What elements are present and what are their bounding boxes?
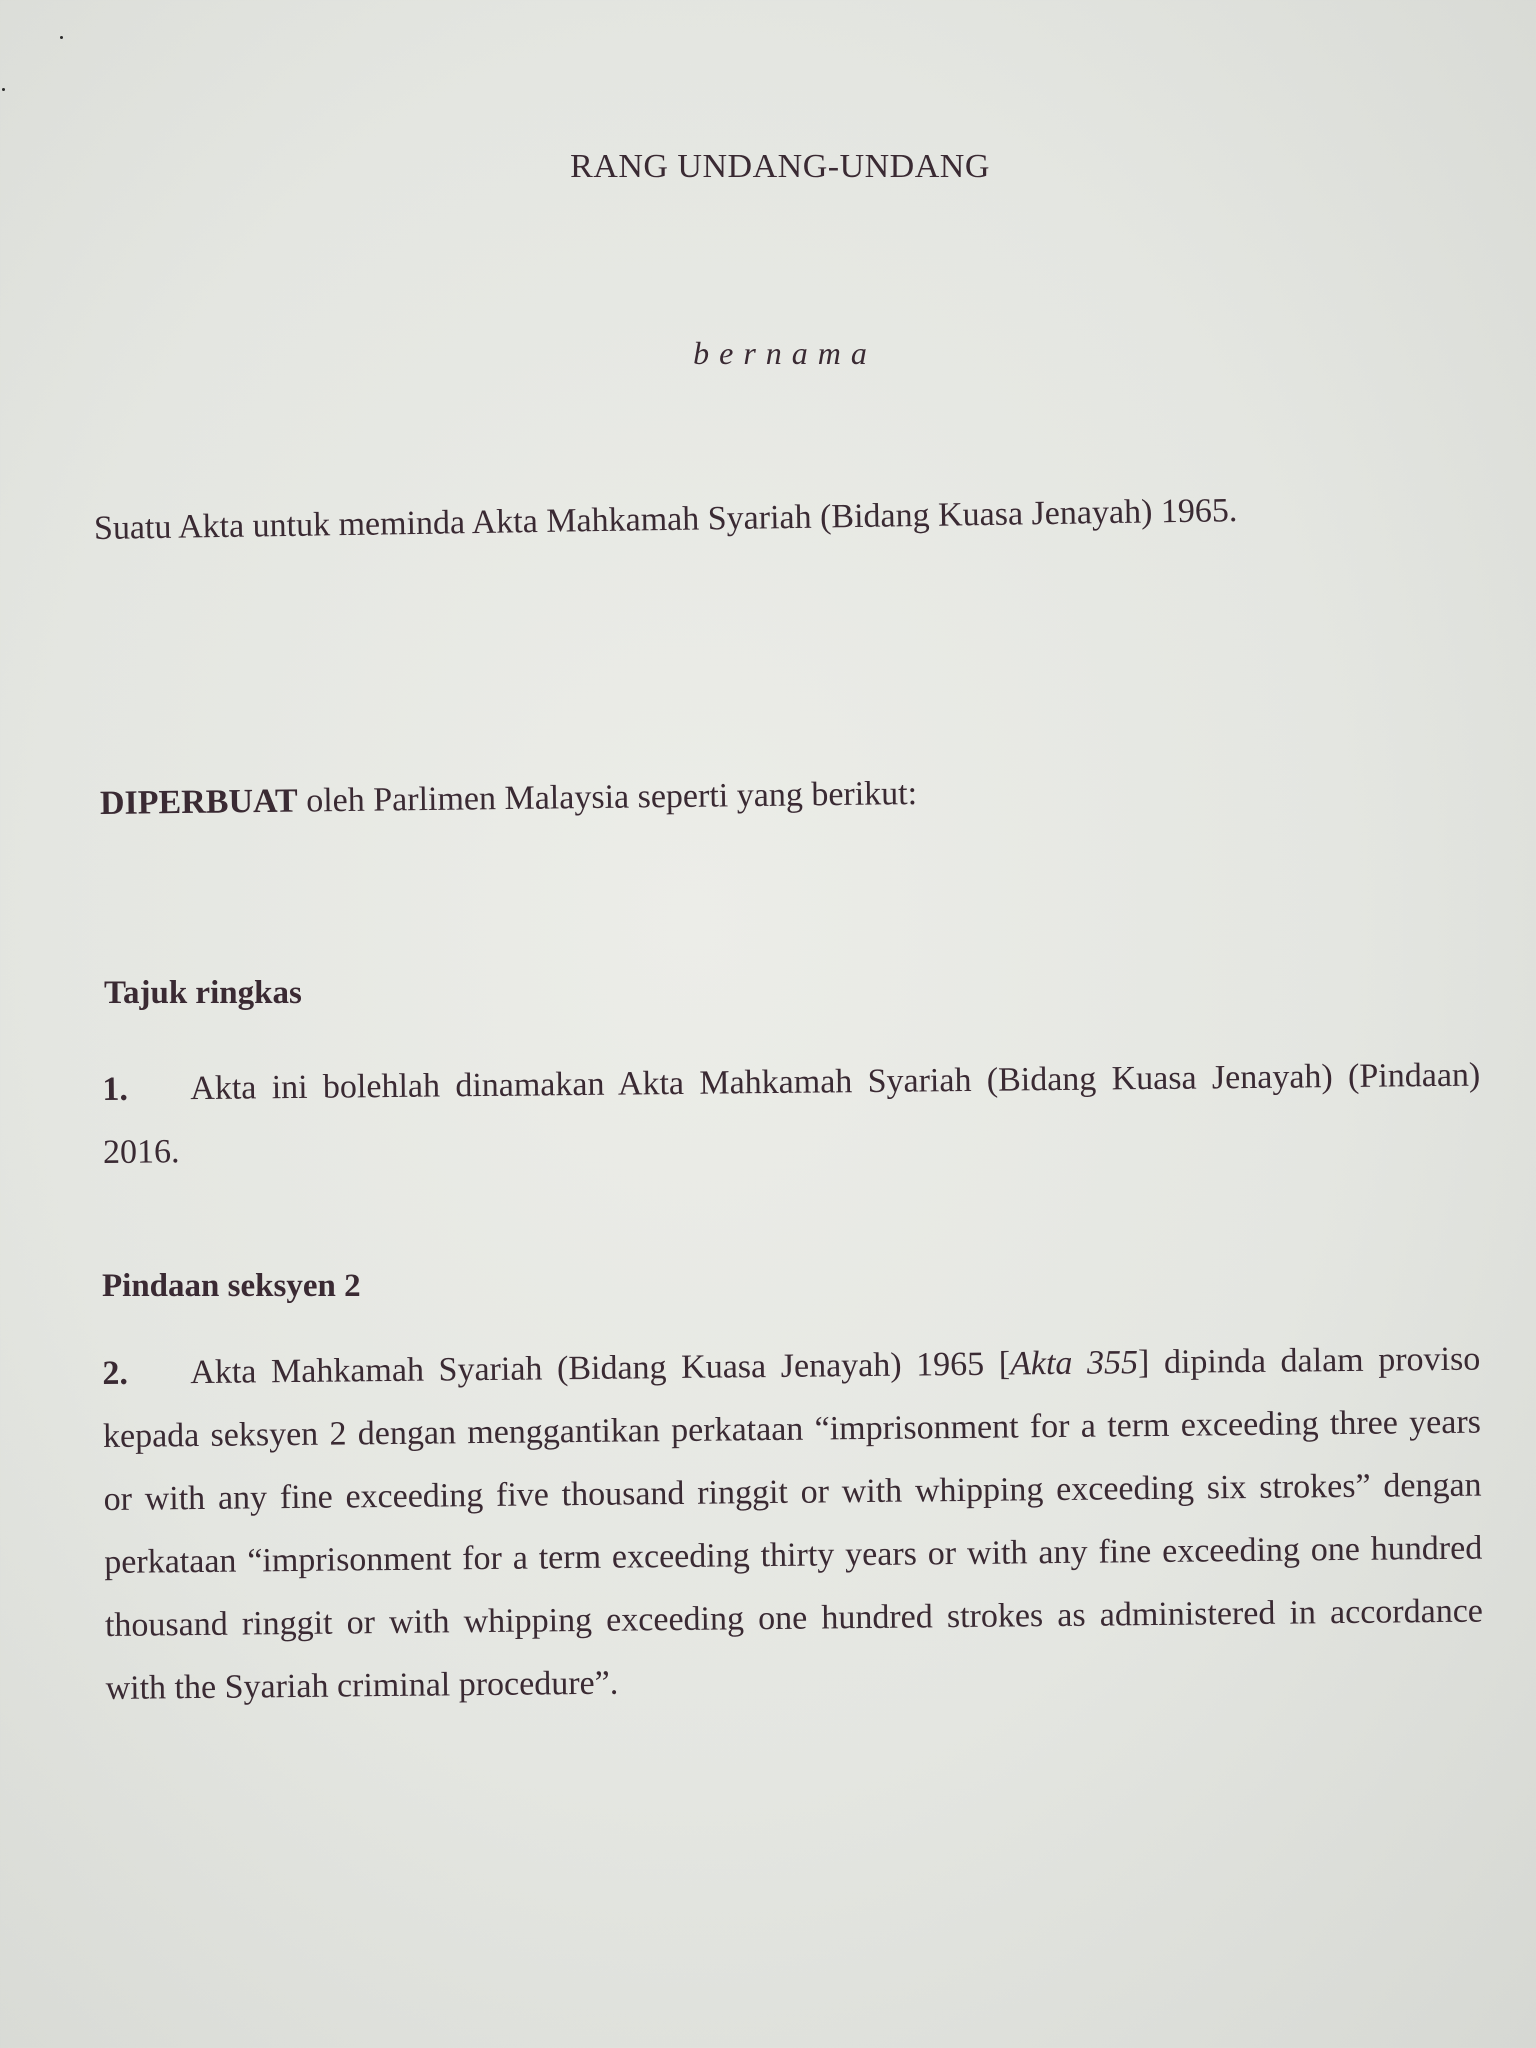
section-2-heading: Pindaan seksyen 2: [102, 1268, 361, 1304]
section-1-paragraph: [102, 1044, 1481, 1184]
section-1-number: 1.: [102, 1070, 129, 1108]
section-2-number: 2.: [102, 1354, 129, 1392]
paper-speck: [60, 36, 63, 39]
section-1-heading: Tajuk ringkas: [104, 975, 302, 1011]
enacting-keyword: DIPERBUAT: [99, 782, 298, 822]
section-2-text-after: ] dipinda dalam proviso kepada seksyen 2 dengan menggantikan perkataan “imprisonment for a term exceeding three years or with any fine exceeding five thousand ringgit or with whipping exceeding six strokes” dengan perkataan “imprisonment for a term exceeding thirty years or with any fine exceeding one hundred thousand ringgit or with whipping exceeding one hundred strokes as administered in accordance with the Syariah criminal procedure”.: [102, 1340, 1484, 1707]
section-2-text-before: Akta Mahkamah Syariah (Bidang Kuasa Jenayah) 1965 [: [190, 1345, 1011, 1392]
bill-preamble: Suatu Akta untuk meminda Akta Mahkamah Syariah (Bidang Kuasa Jenayah) 1965.: [93, 492, 1238, 547]
enacting-clause: [100, 775, 918, 823]
section-2-paragraph: [102, 1328, 1484, 1720]
section-1-text: Akta ini bolehlah dinamakan Akta Mahkamah Syariah (Bidang Kuasa Jenayah) (Pindaan) 2016.: [102, 1056, 1481, 1171]
paper-speck: [2, 88, 5, 91]
bill-title: RANG UNDANG-UNDANG: [570, 148, 990, 185]
section-2-citation: Akta 355: [1009, 1344, 1139, 1383]
enacting-text: oleh Parlimen Malaysia seperti yang berikut:: [297, 775, 918, 820]
bill-subtitle: bernama: [693, 335, 877, 371]
